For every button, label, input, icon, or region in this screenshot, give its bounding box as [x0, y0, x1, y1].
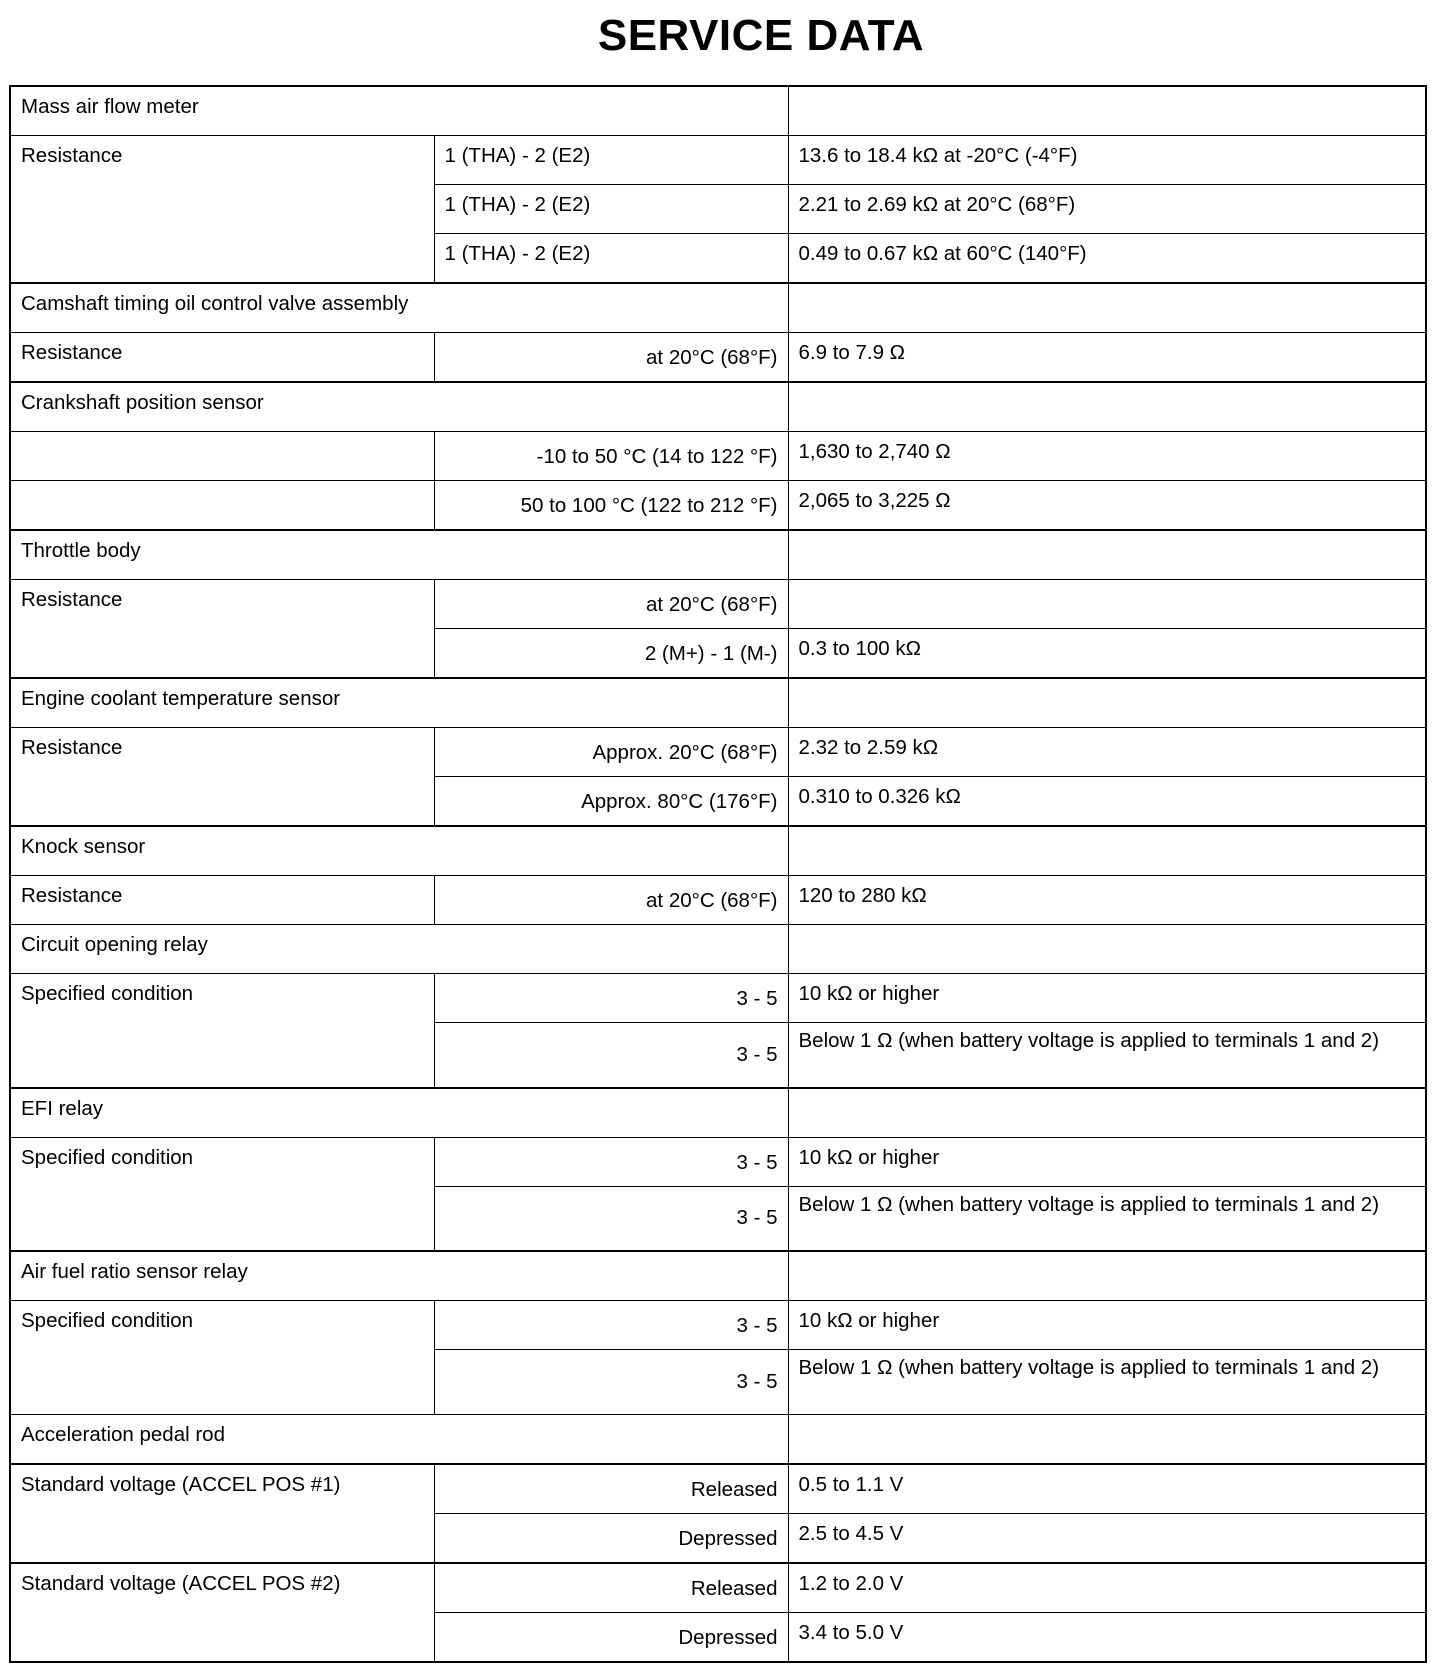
item-label: Standard voltage (ACCEL POS #2) — [10, 1563, 434, 1662]
table-row — [10, 1137, 1426, 1186]
section-title-blank — [788, 826, 1426, 876]
value-cell: 0.5 to 1.1 V — [788, 1464, 1426, 1514]
section-title-blank — [788, 1088, 1426, 1138]
value-cell: 3.4 to 5.0 V — [788, 1613, 1426, 1663]
section-title: Mass air flow meter — [10, 86, 788, 136]
table-row — [10, 876, 1426, 925]
section-title-blank — [788, 86, 1426, 136]
value-cell: 10 kΩ or higher — [788, 1137, 1426, 1186]
condition-cell: at 20°C (68°F) — [434, 876, 788, 925]
section-title: Knock sensor — [10, 826, 788, 876]
value-cell: 2.32 to 2.59 kΩ — [788, 728, 1426, 777]
table-row — [10, 481, 1426, 531]
table-row — [10, 136, 1426, 185]
section-header-row — [10, 283, 1426, 333]
value-cell: 13.6 to 18.4 kΩ at -20°C (-4°F) — [788, 136, 1426, 185]
table-row — [10, 1301, 1426, 1350]
value-cell: 0.310 to 0.326 kΩ — [788, 777, 1426, 827]
section-title-blank — [788, 530, 1426, 580]
section-header-row — [10, 530, 1426, 580]
value-cell: Below 1 Ω (when battery voltage is applied to terminals 1 and 2) — [788, 1186, 1426, 1251]
condition-cell: at 20°C (68°F) — [434, 333, 788, 383]
section-title: Engine coolant temperature sensor — [10, 678, 788, 728]
item-label: Specified condition — [10, 1137, 434, 1251]
condition-cell: 3 - 5 — [434, 1186, 788, 1251]
section-title-blank — [788, 678, 1426, 728]
page-title: SERVICE DATA — [597, 11, 925, 60]
condition-cell: 3 - 5 — [434, 974, 788, 1023]
condition-cell: -10 to 50 °C (14 to 122 °F) — [434, 432, 788, 481]
condition-cell: Released — [434, 1563, 788, 1613]
condition-cell: 1 (THA) - 2 (E2) — [434, 185, 788, 234]
condition-cell: Depressed — [434, 1613, 788, 1663]
section-header-row — [10, 678, 1426, 728]
section-header-row — [10, 1251, 1426, 1301]
table-row — [10, 1563, 1426, 1613]
item-label: Standard voltage (ACCEL POS #1) — [10, 1464, 434, 1563]
table-row — [10, 1464, 1426, 1514]
condition-cell: 3 - 5 — [434, 1023, 788, 1088]
condition-cell: 3 - 5 — [434, 1350, 788, 1415]
section-title: Circuit opening relay — [10, 925, 788, 974]
section-header-row — [10, 826, 1426, 876]
item-label: Resistance — [10, 876, 434, 925]
value-cell: 1.2 to 2.0 V — [788, 1563, 1426, 1613]
condition-cell: 2 (M+) - 1 (M-) — [434, 629, 788, 679]
condition-cell: Approx. 80°C (176°F) — [434, 777, 788, 827]
value-cell: 10 kΩ or higher — [788, 974, 1426, 1023]
value-cell: 120 to 280 kΩ — [788, 876, 1426, 925]
value-cell: 6.9 to 7.9 Ω — [788, 333, 1426, 383]
service-data-table — [9, 85, 1427, 1663]
section-header-row — [10, 382, 1426, 432]
value-cell: 2,065 to 3,225 Ω — [788, 481, 1426, 531]
table-row — [10, 974, 1426, 1023]
condition-cell: 50 to 100 °C (122 to 212 °F) — [434, 481, 788, 531]
item-label: Specified condition — [10, 1301, 434, 1415]
section-title: Air fuel ratio sensor relay — [10, 1251, 788, 1301]
value-cell — [788, 580, 1426, 629]
section-title-blank — [788, 925, 1426, 974]
item-label: Resistance — [10, 136, 434, 284]
table-row — [10, 728, 1426, 777]
section-header-row — [10, 925, 1426, 974]
item-label: Resistance — [10, 728, 434, 827]
section-title: Throttle body — [10, 530, 788, 580]
section-title: EFI relay — [10, 1088, 788, 1138]
condition-cell: at 20°C (68°F) — [434, 580, 788, 629]
section-title: Acceleration pedal rod — [10, 1415, 788, 1465]
condition-cell: Released — [434, 1464, 788, 1514]
value-cell: 0.49 to 0.67 kΩ at 60°C (140°F) — [788, 234, 1426, 284]
table-row — [10, 580, 1426, 629]
table-row — [10, 333, 1426, 383]
value-cell: 0.3 to 100 kΩ — [788, 629, 1426, 679]
section-title: Camshaft timing oil control valve assembly — [10, 283, 788, 333]
table-row — [10, 432, 1426, 481]
value-cell: 1,630 to 2,740 Ω — [788, 432, 1426, 481]
condition-cell: 1 (THA) - 2 (E2) — [434, 136, 788, 185]
section-header-row — [10, 1415, 1426, 1465]
section-header-row — [10, 1088, 1426, 1138]
condition-cell: Approx. 20°C (68°F) — [434, 728, 788, 777]
item-label: Resistance — [10, 333, 434, 383]
value-cell: 2.21 to 2.69 kΩ at 20°C (68°F) — [788, 185, 1426, 234]
section-header-row — [10, 86, 1426, 136]
section-title-blank — [788, 382, 1426, 432]
condition-cell: 1 (THA) - 2 (E2) — [434, 234, 788, 284]
section-title-blank — [788, 283, 1426, 333]
section-title-blank — [788, 1251, 1426, 1301]
section-title: Crankshaft position sensor — [10, 382, 788, 432]
item-label: Resistance — [10, 580, 434, 679]
value-cell: 10 kΩ or higher — [788, 1301, 1426, 1350]
condition-cell: 3 - 5 — [434, 1137, 788, 1186]
item-label-blank — [10, 481, 434, 531]
condition-cell: 3 - 5 — [434, 1301, 788, 1350]
section-title-blank — [788, 1415, 1426, 1465]
item-label: Specified condition — [10, 974, 434, 1088]
condition-cell: Depressed — [434, 1514, 788, 1564]
value-cell: 2.5 to 4.5 V — [788, 1514, 1426, 1564]
value-cell: Below 1 Ω (when battery voltage is applied to terminals 1 and 2) — [788, 1023, 1426, 1088]
value-cell: Below 1 Ω (when battery voltage is applied to terminals 1 and 2) — [788, 1350, 1426, 1415]
item-label — [10, 432, 434, 481]
